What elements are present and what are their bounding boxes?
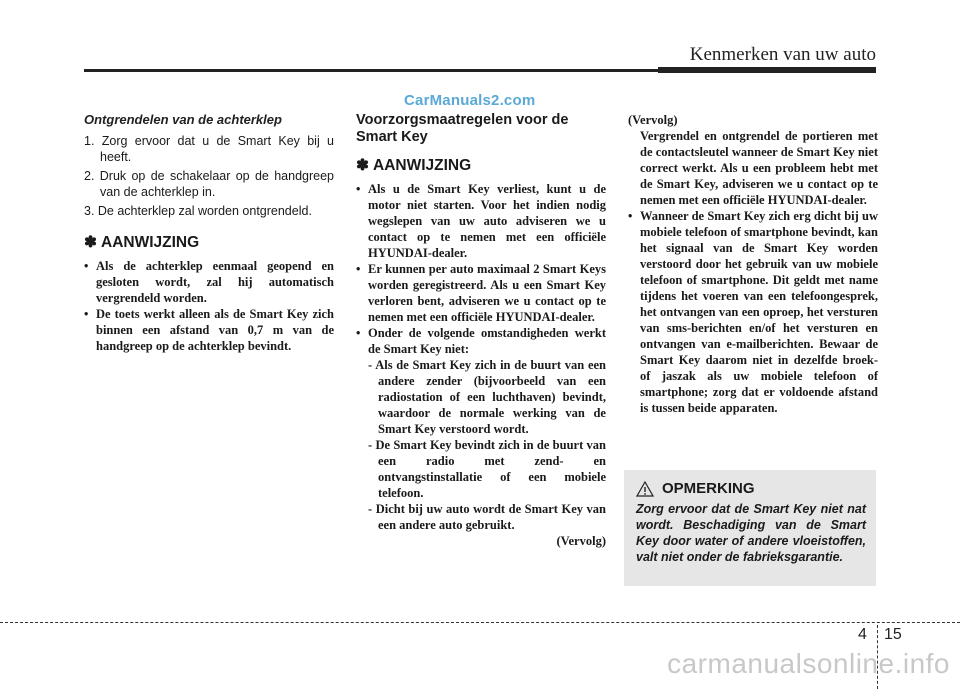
continued-paragraph: Vergrendel en ontgrendel de portieren met de contactsleutel wanneer de Smart Key niet correct werkt. Als u een probleem hebt met de Smart Key, adviseren we u contact op te nemen met een officiële HYUNDAI-dealer. bbox=[640, 129, 878, 207]
condition-item: - De Smart Key bevindt zich in de buurt van een radio met zend- en ontvangstinstallatie of een mobiele telefoon. bbox=[368, 438, 606, 500]
note-bullet: • Als de achterklep eenmaal geopend en gesloten wordt, zal hij automatisch vergrendeld worden. bbox=[84, 259, 334, 305]
warning-triangle-icon bbox=[636, 481, 654, 497]
page-number: 15 bbox=[884, 626, 902, 643]
caution-box bbox=[624, 470, 876, 586]
note-bullets bbox=[84, 258, 334, 354]
note-heading bbox=[84, 233, 334, 252]
page-header-title: Kenmerken van uw auto bbox=[689, 44, 876, 65]
note-title: AANWIJZING bbox=[373, 157, 472, 174]
condition-item: - Als de Smart Key zich in de buurt van een andere zender (bijvoorbeeld van een radiostation of een luchthaven) bevindt, waardoor de normale werking van de Smart Key verstoord wordt. bbox=[368, 358, 606, 436]
section-heading-precautions: Voorzorgsmaatregelen voor de Smart Key bbox=[356, 112, 569, 145]
watermark-top: CarManuals2.com bbox=[404, 92, 536, 109]
caution-heading bbox=[636, 480, 866, 497]
note-bullet: • Er kunnen per auto maximaal 2 Smart Keys worden geregistreerd. Als u een Smart Key verloren bent, adviseren we u contact op te nemen met een officiële HYUNDAI-dealer. bbox=[356, 262, 606, 324]
note-bullet: • Wanneer de Smart Key zich erg dicht bij uw mobiele telefoon of smartphone bevindt, kan het signaal van de Smart Key worden verstoord door het gebruik van uw mobiele telefoon of smartphone. Dit geldt met name tijdens het voeren van een telefoongesprek, het ontvangen van een oproep, het versturen van sms-berichten en/of het versturen en ontvangen van e-mailberichten. Bewaar de Smart Key daarom niet in dezelfde broek- of jaszak als uw mobiele telefoon of smartphone; zorg dat er voldoende afstand is tussen beide apparaten. bbox=[628, 209, 878, 415]
column-3 bbox=[628, 112, 878, 416]
footer-rule bbox=[0, 622, 960, 623]
step-item: 1. Zorg ervoor dat u de Smart Key bij u heeft. bbox=[84, 134, 334, 164]
note-star-icon: ✽ bbox=[84, 234, 97, 251]
steps-list bbox=[84, 133, 334, 219]
note-bullet: • Onder de volgende omstandigheden werkt de Smart Key niet: bbox=[356, 326, 606, 356]
step-item: 2. Druk op de schakelaar op de handgreep van de achterklep in. bbox=[84, 169, 334, 199]
step-item: 3. De achterklep zal worden ontgrendeld. bbox=[84, 204, 312, 218]
subheading-tailgate-unlock: Ontgrendelen van de achterklep bbox=[84, 112, 282, 127]
column-2 bbox=[356, 112, 606, 549]
condition-item: - Dicht bij uw auto wordt de Smart Key van een andere auto gebruikt. bbox=[368, 502, 606, 532]
note-heading bbox=[356, 156, 606, 175]
condition-subitems bbox=[356, 357, 606, 533]
watermark-bottom: carmanualsonline.info bbox=[667, 648, 950, 679]
note-bullet: • Als u de Smart Key verliest, kunt u de motor niet starten. Voor het indien nodig wegslepen van uw auto adviseren we u contact op te nemen met een officiële HYUNDAI-dealer. bbox=[356, 182, 606, 260]
chapter-number: 4 bbox=[858, 626, 867, 643]
note-bullets bbox=[628, 208, 878, 416]
continued-label: (Vervolg) bbox=[556, 534, 606, 548]
note-bullet: • De toets werkt alleen als de Smart Key zich binnen een afstand van 0,7 m van de handgreep op de achterklep bevindt. bbox=[84, 307, 334, 353]
note-bullets bbox=[356, 181, 606, 357]
column-1 bbox=[84, 112, 334, 354]
continued-label: (Vervolg) bbox=[628, 113, 678, 127]
caution-text: Zorg ervoor dat de Smart Key niet nat wordt. Beschadiging van de Smart Key door water of andere vloeistoffen, valt niet onder de fabrieksgarantie. bbox=[636, 502, 866, 564]
note-star-icon: ✽ bbox=[356, 157, 369, 174]
note-title: AANWIJZING bbox=[101, 234, 200, 251]
header-rule-accent bbox=[658, 67, 876, 73]
caution-title: OPMERKING bbox=[662, 480, 755, 497]
